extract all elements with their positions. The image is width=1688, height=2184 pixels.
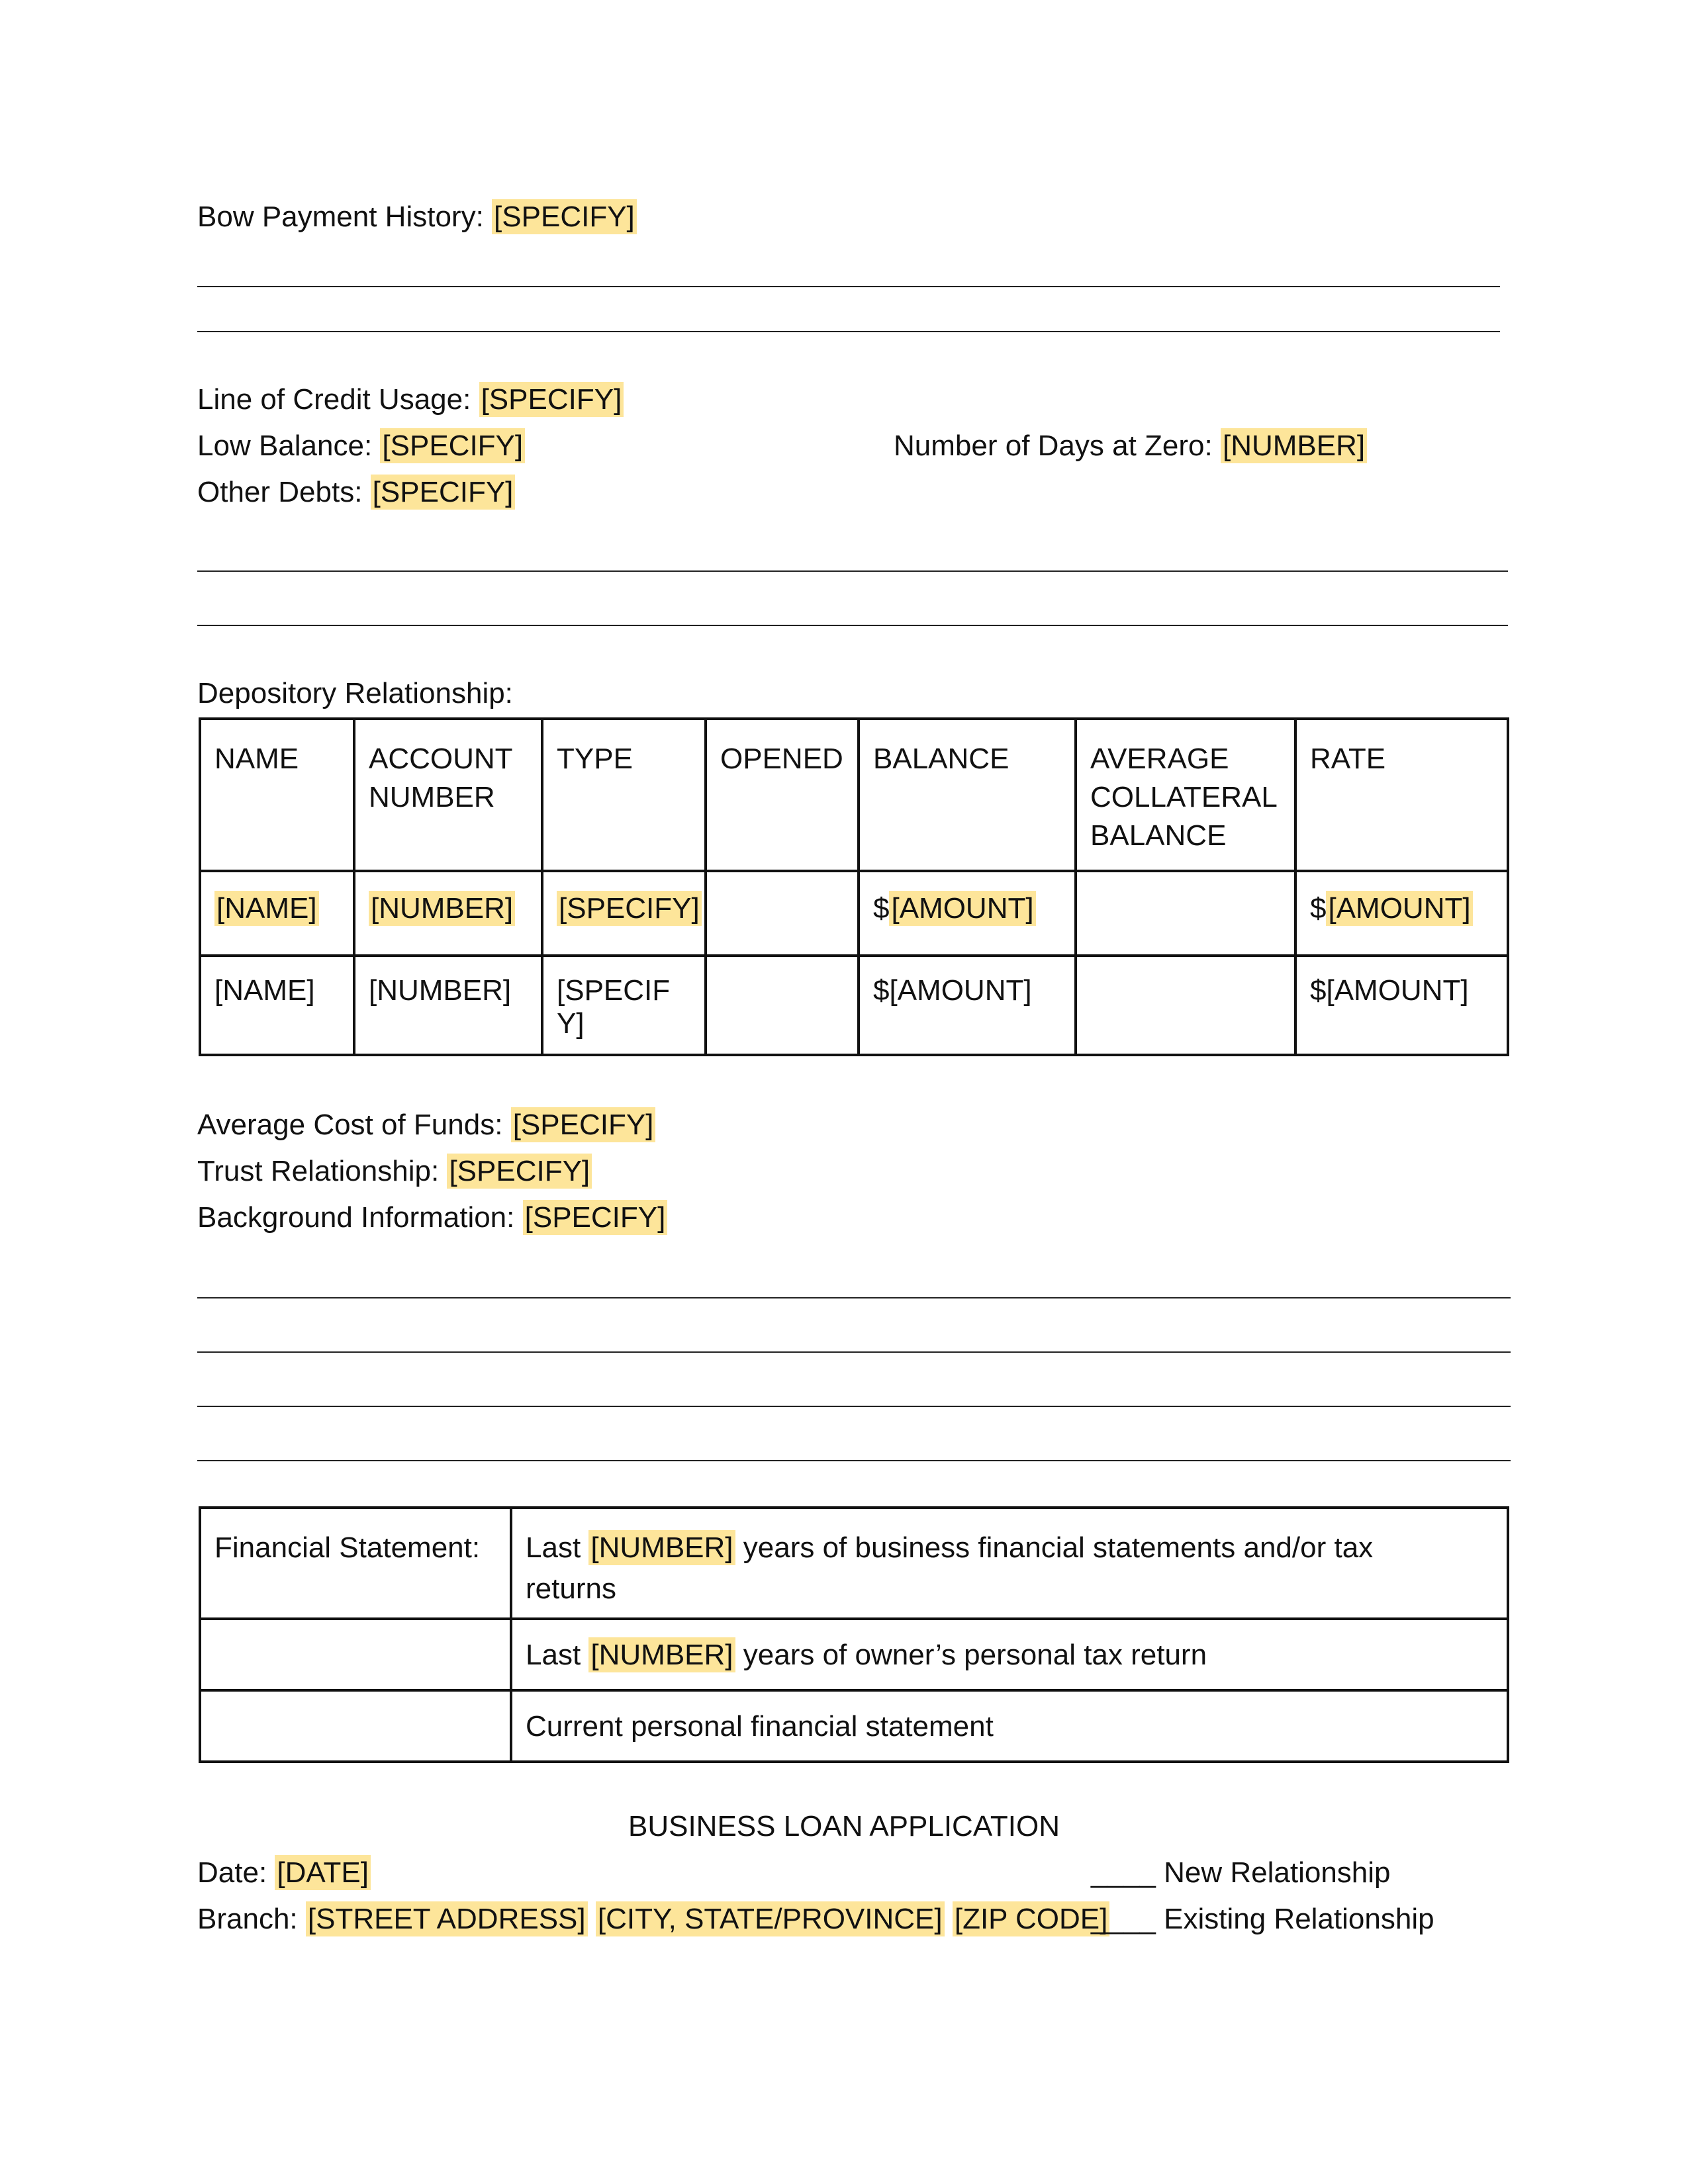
row1-balance[interactable]: [AMOUNT] xyxy=(889,891,1035,926)
other-debts-label: Other Debts: xyxy=(197,476,363,508)
date-line xyxy=(197,1858,371,1888)
avg-cost-of-funds-label: Average Cost of Funds: xyxy=(197,1109,503,1141)
date-label: Date: xyxy=(197,1856,267,1889)
background-info-line xyxy=(197,1203,667,1232)
writing-line xyxy=(197,1406,1511,1407)
trust-relationship-line xyxy=(197,1157,592,1186)
payment-history-field[interactable]: [SPECIFY] xyxy=(492,199,637,234)
branch-line xyxy=(197,1905,1109,1934)
branch-city-field[interactable]: [CITY, STATE/PROVINCE] xyxy=(596,1901,945,1936)
row1-number[interactable]: [NUMBER] xyxy=(369,891,515,926)
fs-row2-text: years of owner’s personal tax return xyxy=(743,1639,1207,1671)
table-header-row xyxy=(200,719,1508,871)
row1-opened[interactable] xyxy=(707,872,857,889)
fs-row2-label-cell xyxy=(201,1620,510,1639)
fs-row1-pre: Last xyxy=(526,1531,581,1564)
row1-type[interactable]: [SPECIFY] xyxy=(557,891,702,926)
writing-line xyxy=(197,1297,1511,1298)
writing-line xyxy=(197,1351,1511,1353)
writing-line xyxy=(197,570,1508,572)
financial-statement-table xyxy=(199,1506,1509,1763)
header-balance: BALANCE xyxy=(873,743,1009,775)
line-of-credit-field[interactable]: [SPECIFY] xyxy=(479,382,624,417)
fs-row3-label-cell xyxy=(201,1692,510,1710)
new-relationship-label: New Relationship xyxy=(1164,1856,1391,1889)
row2-avg-collateral[interactable] xyxy=(1077,957,1294,974)
writing-line xyxy=(197,286,1500,287)
low-balance-label: Low Balance: xyxy=(197,430,373,462)
row2-balance[interactable]: $[AMOUNT] xyxy=(873,974,1032,1007)
fs-row1-years-field[interactable]: [NUMBER] xyxy=(588,1530,735,1565)
fs-row3-text: Current personal financial statement xyxy=(526,1710,994,1743)
days-at-zero-line xyxy=(894,432,1367,461)
fs-row1-text-cont: returns xyxy=(526,1572,616,1605)
writing-line xyxy=(197,625,1508,626)
header-name: NAME xyxy=(214,743,299,775)
row1-balance-prefix: $ xyxy=(873,892,890,925)
row1-avg-collateral[interactable] xyxy=(1077,872,1294,889)
days-at-zero-label: Number of Days at Zero: xyxy=(894,430,1213,462)
avg-cost-of-funds-line xyxy=(197,1111,655,1140)
other-debts-line xyxy=(197,478,515,507)
background-info-field[interactable]: [SPECIFY] xyxy=(523,1200,668,1235)
other-debts-field[interactable]: [SPECIFY] xyxy=(371,475,516,510)
writing-line xyxy=(197,331,1500,332)
row1-rate[interactable]: [AMOUNT] xyxy=(1326,891,1472,926)
row1-name[interactable]: [NAME] xyxy=(214,891,319,926)
existing-relationship-blank[interactable]: ____ xyxy=(1091,1903,1156,1935)
fs-row2-pre: Last xyxy=(526,1639,581,1671)
background-info-label: Background Information: xyxy=(197,1201,515,1234)
row2-number[interactable]: [NUMBER] xyxy=(369,974,512,1007)
avg-cost-of-funds-field[interactable]: [SPECIFY] xyxy=(511,1107,656,1142)
application-title: BUSINESS LOAN APPLICATION xyxy=(628,1810,1060,1843)
branch-zip-field[interactable]: [ZIP CODE] xyxy=(953,1901,1109,1936)
payment-history-line xyxy=(197,203,637,232)
header-rate: RATE xyxy=(1310,743,1386,775)
header-opened: OPENED xyxy=(720,743,843,775)
table-row xyxy=(200,1619,1508,1690)
line-of-credit-line xyxy=(197,385,624,414)
new-relationship-blank[interactable]: ____ xyxy=(1091,1856,1156,1889)
table-row xyxy=(200,871,1508,956)
existing-relationship-label: Existing Relationship xyxy=(1164,1903,1434,1935)
depository-label: Depository Relationship: xyxy=(197,677,513,709)
low-balance-line xyxy=(197,432,525,461)
date-field[interactable]: [DATE] xyxy=(275,1855,371,1890)
fs-row2-years-field[interactable]: [NUMBER] xyxy=(588,1637,735,1672)
row2-type[interactable]: [SPECIFY] xyxy=(557,974,671,1040)
writing-line xyxy=(197,1460,1511,1461)
table-row xyxy=(200,1508,1508,1619)
fs-row1-text: years of business financial statements and/or tax xyxy=(743,1531,1374,1564)
line-of-credit-label: Line of Credit Usage: xyxy=(197,383,471,416)
existing-relationship-option[interactable] xyxy=(1091,1905,1434,1934)
table-row xyxy=(200,956,1508,1055)
payment-history-label: Bow Payment History: xyxy=(197,201,484,233)
branch-label: Branch: xyxy=(197,1903,298,1935)
header-account-number: ACCOUNT NUMBER xyxy=(369,743,512,813)
days-at-zero-field[interactable]: [NUMBER] xyxy=(1221,428,1367,463)
depository-table xyxy=(199,717,1509,1056)
row2-name[interactable]: [NAME] xyxy=(214,974,315,1007)
row1-rate-prefix: $ xyxy=(1310,892,1327,925)
trust-relationship-label: Trust Relationship: xyxy=(197,1155,440,1187)
header-average-collateral-balance: AVERAGE COLLATERAL BALANCE xyxy=(1090,743,1277,852)
financial-statement-label: Financial Statement: xyxy=(214,1531,481,1564)
row2-opened[interactable] xyxy=(707,957,857,974)
branch-street-field[interactable]: [STREET ADDRESS] xyxy=(306,1901,588,1936)
trust-relationship-field[interactable]: [SPECIFY] xyxy=(447,1154,592,1189)
new-relationship-option[interactable] xyxy=(1091,1858,1391,1888)
low-balance-field[interactable]: [SPECIFY] xyxy=(380,428,525,463)
table-row xyxy=(200,1690,1508,1762)
header-type: TYPE xyxy=(557,743,633,775)
row2-rate[interactable]: $[AMOUNT] xyxy=(1310,974,1469,1007)
